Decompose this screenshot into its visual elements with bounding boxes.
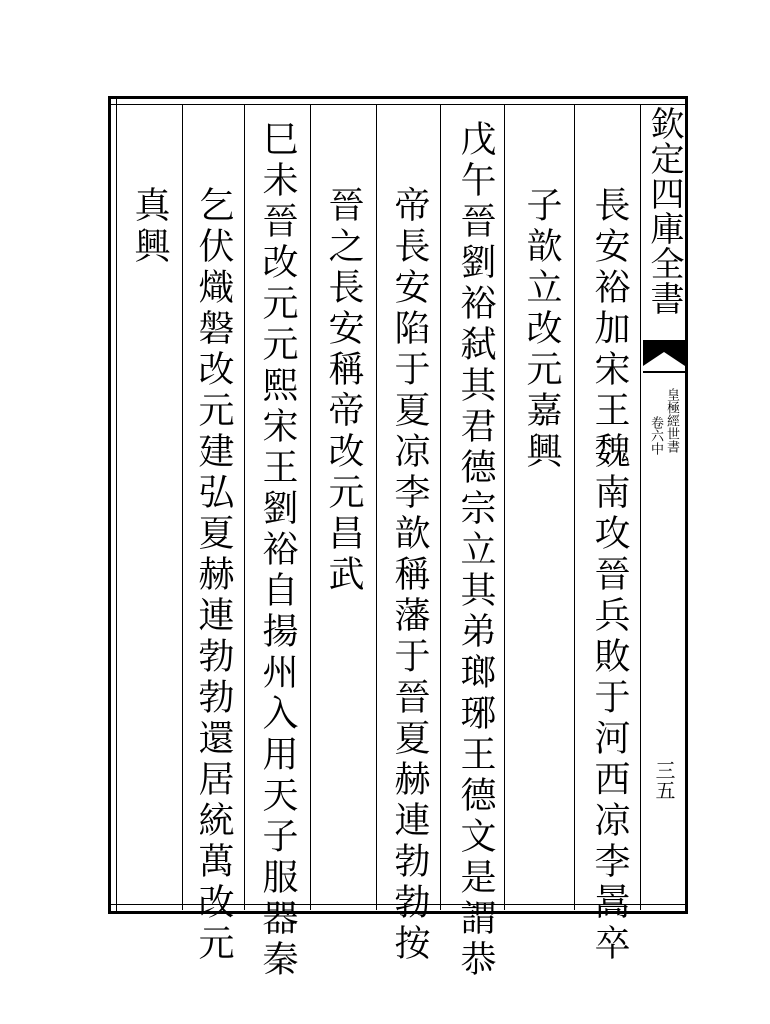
frame-inner-top-rule — [108, 104, 688, 105]
text-column-8: 真興 — [129, 186, 170, 268]
column-divider — [376, 104, 377, 910]
text-column-7: 乞伏熾磐改元建弘夏赫連勃勃還居統萬改元 — [193, 186, 234, 965]
text-column-1: 長安裕加宋王魏南攻晉兵敗于河西凉李暠卒 — [589, 186, 630, 965]
book-subtitle: 皇極經世書 — [664, 388, 679, 453]
text-column-4: 帝長安陷于夏凉李歆稱藩于晉夏赫連勃勃按 — [389, 186, 430, 965]
frame-inner-left-rule — [116, 96, 117, 914]
column-divider — [182, 104, 183, 910]
text-column-2: 子歆立改元嘉興 — [521, 186, 562, 473]
text-column-5: 晉之長安稱帝改元昌武 — [323, 186, 364, 596]
text-column-6: 巳未晉改元元熙宋王劉裕自揚州入用天子服器秦 — [257, 120, 298, 981]
book-title: 欽定四庫全書 — [644, 106, 684, 316]
column-divider — [244, 104, 245, 910]
column-divider — [504, 104, 505, 910]
column-divider — [640, 104, 641, 910]
column-divider — [574, 104, 575, 910]
page-number: 三五 — [652, 760, 676, 800]
fishtail-marker — [643, 340, 685, 374]
column-divider — [440, 104, 441, 910]
volume-label: 卷六中 — [648, 416, 663, 455]
text-column-3: 戊午晉劉裕弑其君德宗立其弟瑯琊王德文是謂恭 — [455, 120, 496, 981]
column-divider — [310, 104, 311, 910]
